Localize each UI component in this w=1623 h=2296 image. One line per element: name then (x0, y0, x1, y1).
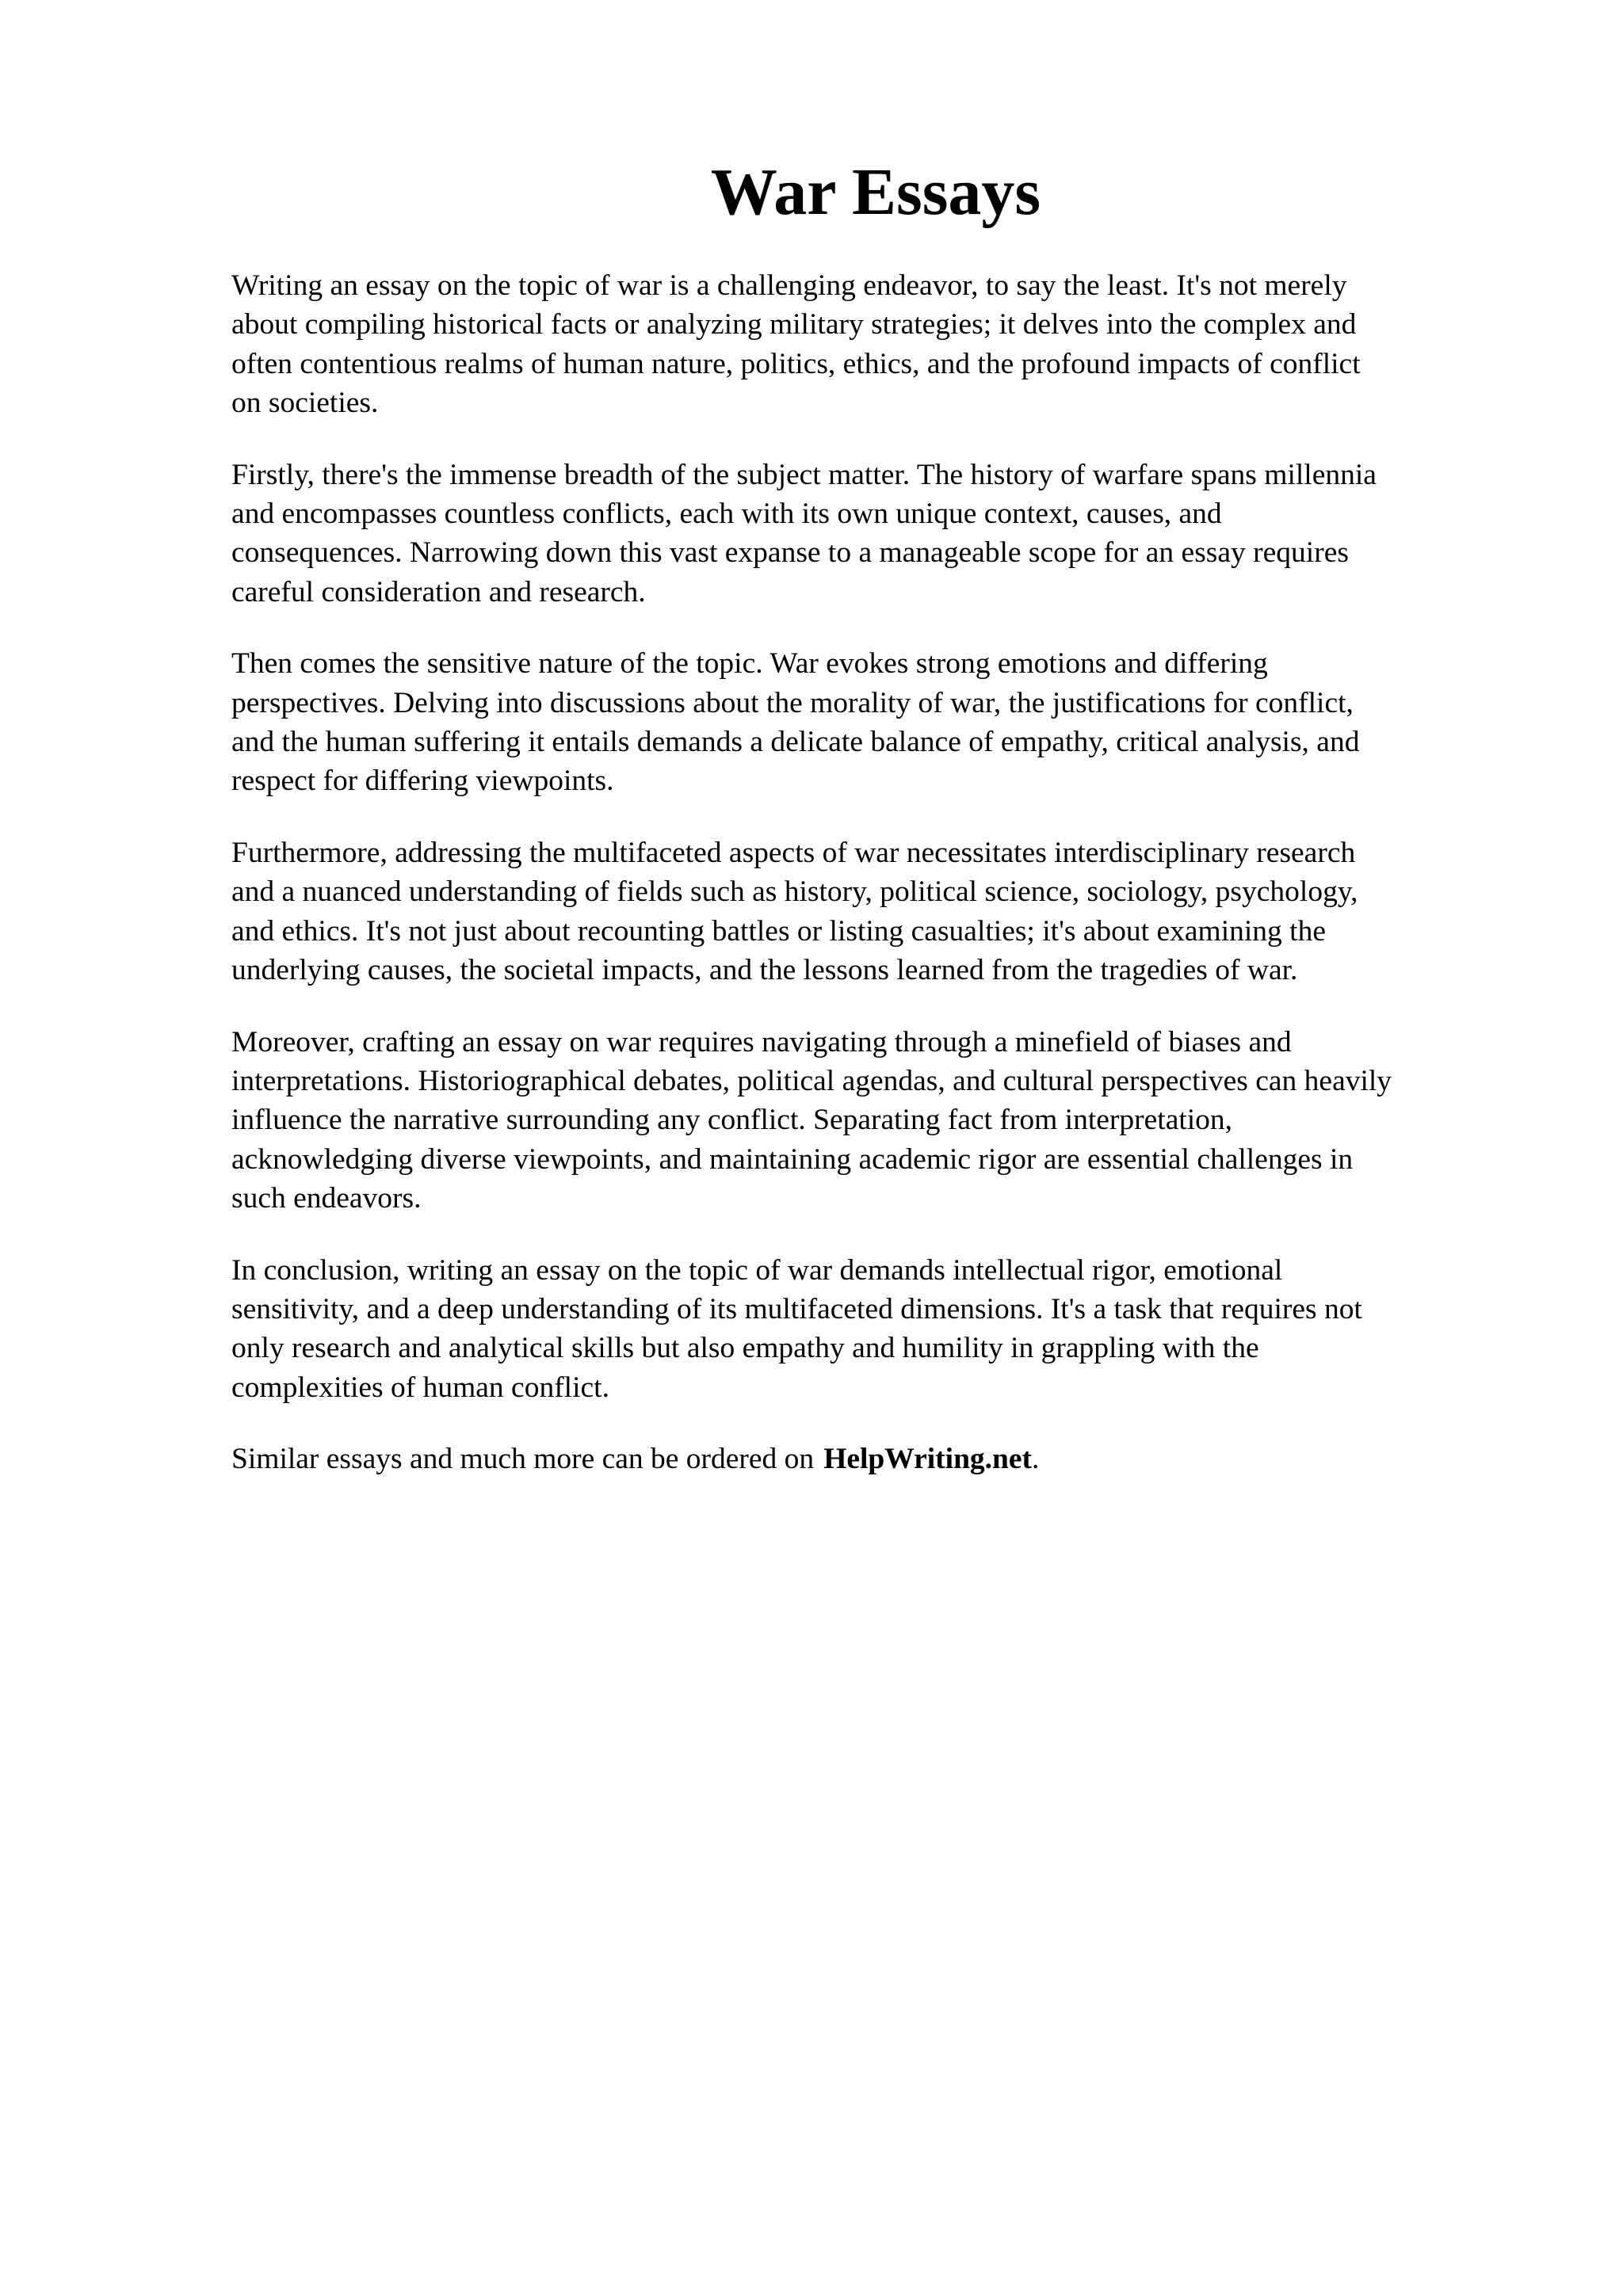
text-line: and ethics. It's not just about recounting battles or listing casualties; it's about examining the (231, 914, 1326, 948)
text-line: complexities of human conflict. (231, 1371, 609, 1404)
text-line: Firstly, there's the immense breadth of the subject matter. The history of warfare spans millennia (231, 458, 1377, 491)
text-line: respect for differing viewpoints. (231, 765, 614, 798)
text-line: consequences. Narrowing down this vast expanse to a manageable scope for an essay requires (231, 536, 1349, 570)
text-line: Moreover, crafting an essay on war requires navigating through a minefield of biases and (231, 1025, 1292, 1058)
text-line: on societies. (231, 387, 379, 420)
promo-text: Similar essays and much more can be ordered on (231, 1443, 815, 1476)
text-line: perspectives. Delving into discussions about the morality of war, the justifications for conflict, (231, 686, 1354, 719)
text-line: influence the narrative surrounding any conflict. Separating fact from interpretation, (231, 1104, 1233, 1137)
page-title: War Essays (710, 155, 1041, 229)
paragraph-1 (231, 266, 1531, 423)
promo-footer (231, 1440, 1531, 1478)
paragraph-3 (231, 644, 1531, 801)
text-line: Writing an essay on the topic of war is a challenging endeavor, to say the least. It's not merely (231, 269, 1347, 302)
paragraph-4 (231, 833, 1531, 990)
text-line: and encompasses countless conflicts, each with its own unique context, causes, and (231, 498, 1222, 531)
text-line: careful consideration and research. (231, 575, 646, 608)
text-line: acknowledging diverse viewpoints, and maintaining academic rigor are essential challenges in (231, 1142, 1354, 1176)
text-line: Furthermore, addressing the multifaceted aspects of war necessitates interdisciplinary research (231, 836, 1356, 869)
text-line: and the human suffering it entails demands a delicate balance of empathy, critical analysis, and (231, 726, 1360, 759)
helpwriting-link[interactable]: HelpWriting.net (823, 1443, 1033, 1476)
paragraph-5 (231, 1023, 1531, 1219)
text-line: sensitivity, and a deep understanding of its multifaceted dimensions. It's a task that requires not (231, 1292, 1362, 1325)
text-line: often contentious realms of human nature, politics, ethics, and the profound impacts of conflict (231, 347, 1361, 380)
text-line: In conclusion, writing an essay on the topic of war demands intellectual rigor, emotional (231, 1253, 1283, 1287)
paragraph-6 (231, 1251, 1531, 1408)
text-line: such endeavors. (231, 1182, 422, 1215)
text-line: about compiling historical facts or analyzing military strategies; it delves into the complex and (231, 308, 1357, 341)
text-line: and a nuanced understanding of fields such as history, political science, sociology, psychology, (231, 875, 1358, 909)
text-line: underlying causes, the societal impacts, and the lessons learned from the tragedies of war. (231, 954, 1298, 987)
text-line: Then comes the sensitive nature of the topic. War evokes strong emotions and differing (231, 647, 1268, 681)
paragraph-2 (231, 456, 1531, 612)
promo-suffix: . (1032, 1443, 1040, 1476)
text-line: interpretations. Historiographical debates, political agendas, and cultural perspectives can heavily (231, 1064, 1392, 1097)
essay-body (231, 266, 1531, 1479)
text-line: only research and analytical skills but also empathy and humility in grappling with the (231, 1332, 1259, 1365)
